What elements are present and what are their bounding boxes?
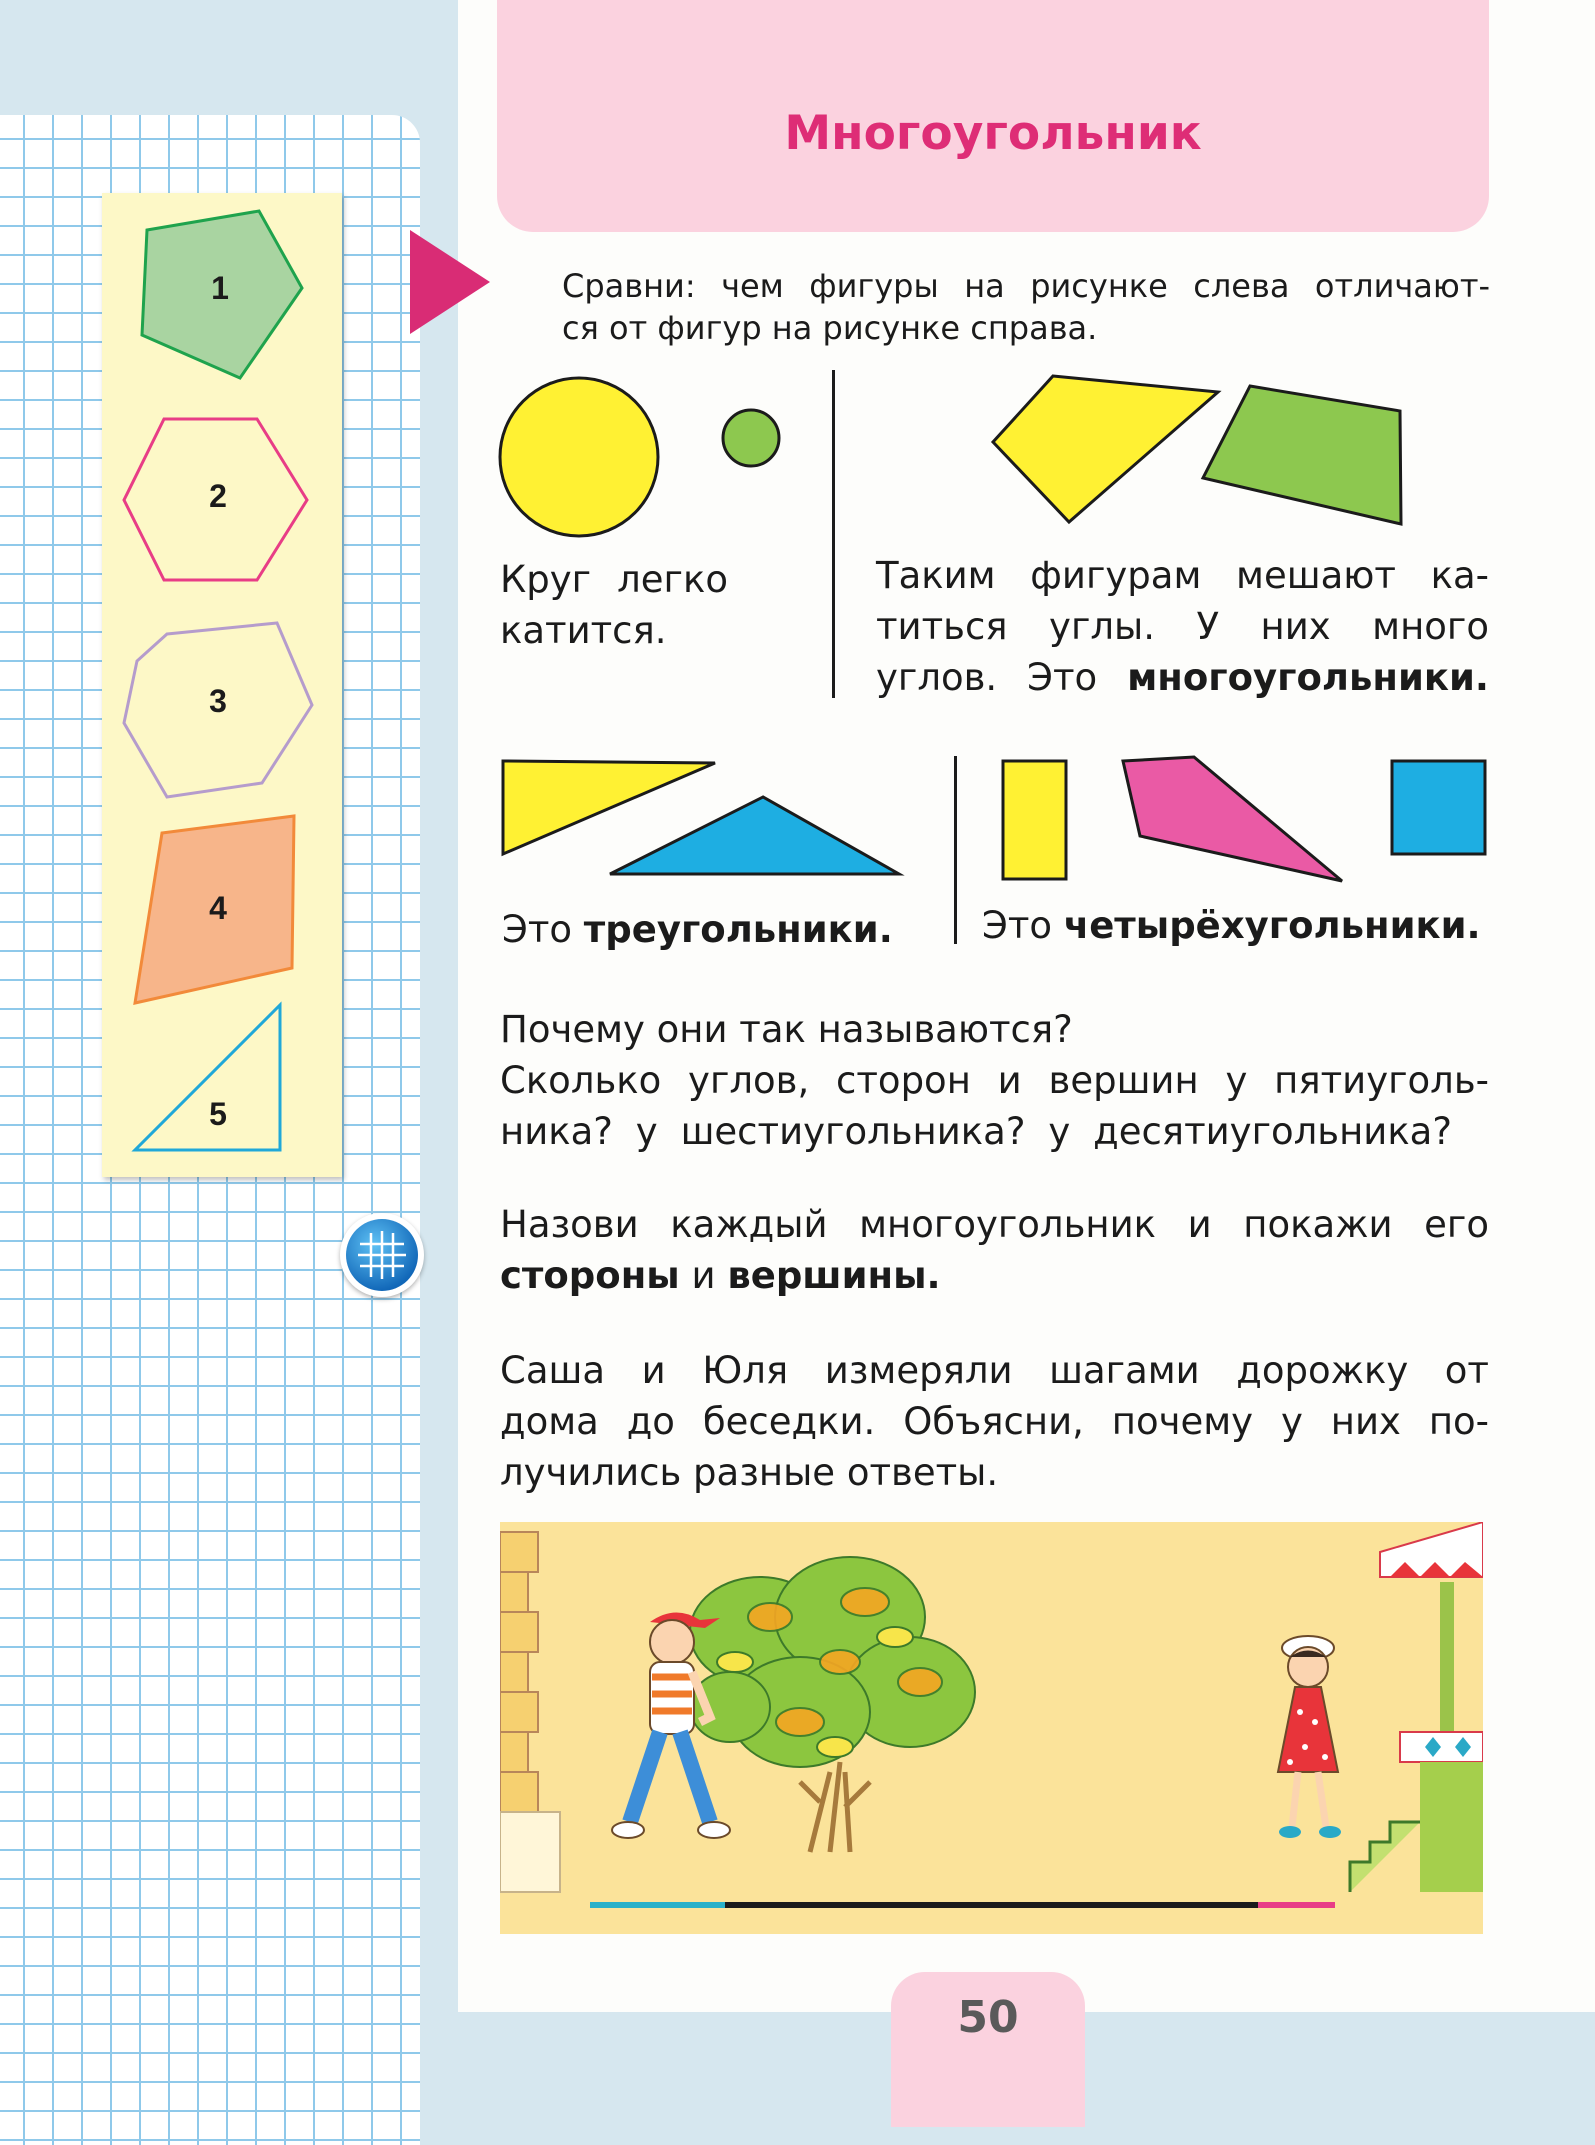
name-task-line-2 — [500, 1250, 1489, 1301]
polygon-text-line-1: Таким фигурам мешают ка- — [876, 554, 1489, 597]
quadrilaterals-figure — [995, 750, 1495, 890]
name-task-line-1: Назови каждый многоугольник и покажи его — [500, 1203, 1489, 1246]
green-quadrilateral — [1203, 386, 1401, 524]
term-sides: стороны — [500, 1254, 680, 1297]
question-line-1: Почему они так называются? — [500, 1008, 1073, 1051]
big-circle — [500, 378, 658, 536]
polygons-card — [102, 193, 342, 1177]
circle-text-line-2: катится. — [500, 609, 667, 652]
story-line-2: дома до беседки. Объясни, почему у них по- — [500, 1400, 1489, 1443]
house-wall — [500, 1532, 538, 1812]
polygon-text-plain: углов. Это — [876, 656, 1098, 699]
task-line-2: ся от фигур на рисунке справа. — [562, 309, 1098, 347]
walking-illustration — [500, 1522, 1483, 1934]
question-line-3: ника? у шестиугольника? у десятиугольника? — [500, 1110, 1452, 1153]
gazebo — [1350, 1522, 1483, 1892]
shape-label-1: 1 — [211, 270, 229, 306]
triangles-caption — [502, 904, 942, 955]
shape-label-3: 3 — [209, 683, 227, 719]
divider-bottom — [954, 756, 957, 944]
triangles-caption-plain: Это — [502, 908, 573, 951]
page-title: Многоугольник — [784, 106, 1202, 161]
pink-quadrilateral — [1123, 757, 1342, 881]
polygon-text-line-2: титься углы. У них много — [876, 605, 1489, 648]
term-triangles: треугольники. — [583, 908, 893, 951]
title-banner — [497, 0, 1489, 232]
story-line-3: лучились разные ответы. — [500, 1451, 999, 1494]
circles-figure — [495, 370, 795, 550]
grid-view-button[interactable] — [340, 1213, 424, 1297]
circle-text-line-1: Круг легко — [500, 558, 728, 601]
page-number: 50 — [957, 1992, 1019, 2043]
name-task-and: и — [691, 1254, 716, 1297]
house-step — [500, 1812, 560, 1892]
term-polygons: многоугольники. — [1127, 656, 1489, 699]
term-quadrilaterals: четырёхугольники. — [1063, 904, 1481, 947]
shape-label-2: 2 — [209, 478, 227, 514]
shape-label-4: 4 — [209, 890, 227, 926]
polygons-figure — [985, 370, 1405, 540]
triangle-shape — [135, 1005, 280, 1150]
triangles-figure — [495, 755, 915, 880]
small-circle — [723, 410, 779, 466]
page-number-tab — [891, 1972, 1085, 2127]
quads-caption-plain: Это — [982, 904, 1053, 947]
yellow-quadrilateral — [993, 376, 1218, 522]
story-line-1: Саша и Юля измеряли шагами дорожку от — [500, 1349, 1489, 1392]
polygon-text-line-3 — [876, 652, 1489, 703]
yellow-rectangle — [1003, 761, 1066, 879]
girl-figure — [1278, 1636, 1341, 1838]
blue-square — [1392, 761, 1485, 854]
grid-icon — [340, 1213, 424, 1297]
quads-caption — [982, 900, 1502, 951]
tree — [690, 1557, 975, 1852]
task-arrow-icon — [410, 230, 490, 334]
shape-label-5: 5 — [209, 1096, 227, 1132]
term-vertices: вершины. — [727, 1254, 941, 1297]
question-line-2: Сколько углов, сторон и вершин у пятиуголь- — [500, 1059, 1489, 1102]
blue-triangle — [610, 797, 899, 874]
task-line-1: Сравни: чем фигуры на рисунке слева отличают- — [562, 267, 1490, 305]
divider-top — [832, 370, 835, 698]
